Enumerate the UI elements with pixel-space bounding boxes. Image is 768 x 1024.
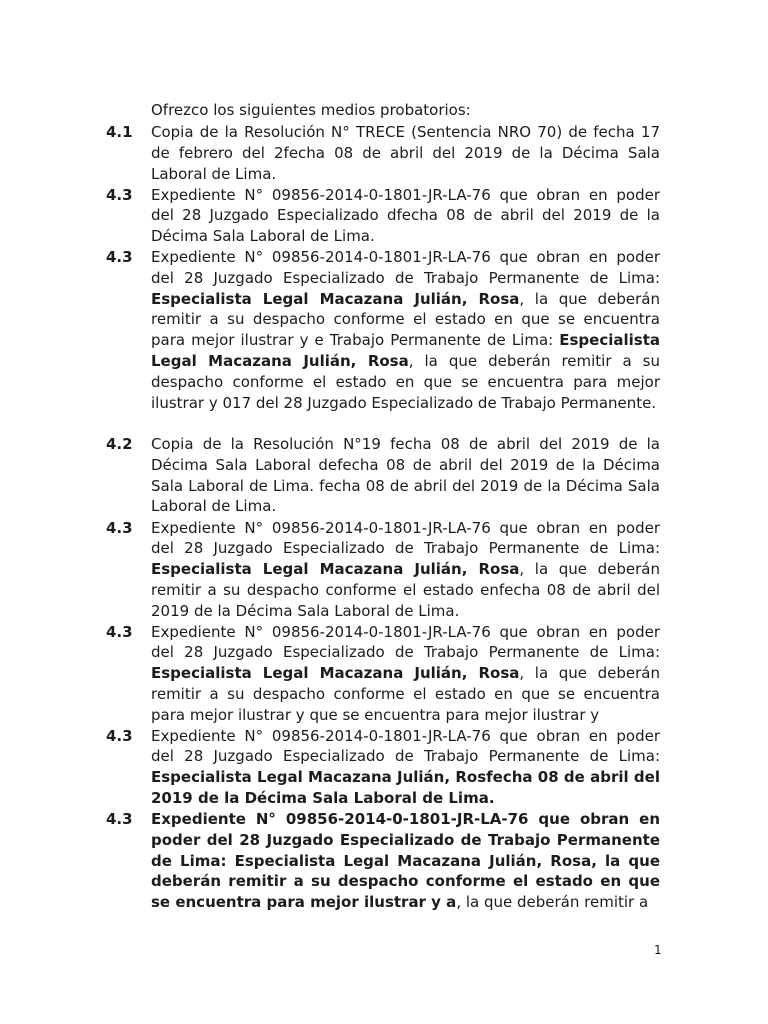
item-number: 4.3 [106, 518, 133, 537]
item-text [151, 185, 660, 247]
item-number: 4.3 [106, 622, 133, 641]
page-number: 1 [654, 943, 662, 957]
item-text-part: Expediente N° 09856-2014-0-1801-JR-LA-76 que obran en poder del 28 Juzgado Especializado de Trabajo Permanente de Lima: [151, 518, 660, 558]
item-text-part: , la que deberán remitir a su despacho conforme el estado enfecha 08 de abril del 2019 de la Décima Sala Laboral de Lima. [151, 560, 660, 620]
item-text-part: , la que deberán remitir a su despacho conforme el estado en que se encuentra para mejor ilustrar y 017 del 28 Juzgado Especializado de Trabajo Permanente. [151, 351, 661, 412]
item-number: 4.3 [106, 810, 133, 828]
item-number: 4.3 [106, 185, 133, 204]
item-number: 4.1 [106, 123, 133, 141]
item-number: 4.3 [106, 726, 133, 745]
item-text-part: , la que deberán remitir a [456, 893, 649, 912]
item-text-part: Expediente N° 09856-2014-0-1801-JR-LA-76 que obran en poder del 28 Juzgado Especializado de Trabajo Permanente de Lima: [151, 726, 660, 766]
item-text-part: , la que deberán remitir a su despacho conforme el estado en que se encuentra para mejor ilustrar y que se encuentra para mejor ilustrar y [151, 664, 660, 724]
item-text-part: , la que deberán remitir a su despacho conforme el estado en que se encuentra para mejor ilustrar y e Trabajo Permanente de Lima: [151, 289, 660, 350]
item-text-bold: Especialista Legal Macazana Julián, Rosa [151, 560, 520, 579]
item-text [151, 809, 660, 913]
item-text-part: Copia de la Resolución N°19 fecha 08 de abril del 2019 de la Décima Sala Laboral defecha 08 de abril del 2019 de la Décima Sala Laboral de Lima. fecha 08 de abril del 2019 de la Décima Sala Laboral de Lima. [151, 435, 660, 516]
item-text-part: Expediente N° 09856-2014-0-1801-JR-LA-76 que obran en poder del 28 Juzgado Especializado dfecha 08 de abril del 2019 de la Décima Sala Laboral de Lima. [151, 185, 660, 246]
item-text-bold: Especialista Legal Macazana Julián, Rosa [151, 289, 520, 308]
item-text-bold: Especialista Legal Macazana Julián, Rosa [151, 664, 520, 683]
item-number: 4.3 [106, 248, 133, 266]
item-text-part: Copia de la Resolución N° TRECE (Sentencia NRO 70) de fecha 17 de febrero del 2fecha 08 de abril del 2019 de la Décima Sala Laboral de Lima. [151, 123, 660, 183]
item-text-part: Expediente N° 09856-2014-0-1801-JR-LA-76 que obran en poder del 28 Juzgado Especializado de Trabajo Permanente de Lima: [151, 622, 660, 662]
item-text-bold: Expediente N° 09856-2014-0-1801-JR-LA-76 que obran en poder del 28 Juzgado Especializado de Trabajo Permanente de Lima: Especialista Legal Macazana Julián, Rosa, la que deberán remitir a su despacho conforme el estado en que se encuentra para mejor ilustrar y a [151, 810, 660, 912]
item-number: 4.2 [106, 435, 133, 453]
item-text [151, 122, 660, 184]
item-text-part: Expediente N° 09856-2014-0-1801-JR-LA-76 que obran en poder del 28 Juzgado Especializado de Trabajo Permanente de Lima: [151, 248, 660, 287]
item-text [151, 622, 660, 726]
item-text [151, 518, 660, 622]
intro-line: Ofrezco los siguientes medios probatorios: [151, 101, 471, 119]
item-text [151, 726, 660, 809]
item-text-bold: Especialista Legal Macazana Julián, Rosfecha 08 de abril del 2019 de la Décima Sala Laboral de Lima. [151, 768, 660, 807]
item-text [151, 247, 660, 413]
item-text [151, 434, 660, 517]
item-text-bold: Especialista Legal Macazana Julián, Rosa [151, 331, 660, 370]
